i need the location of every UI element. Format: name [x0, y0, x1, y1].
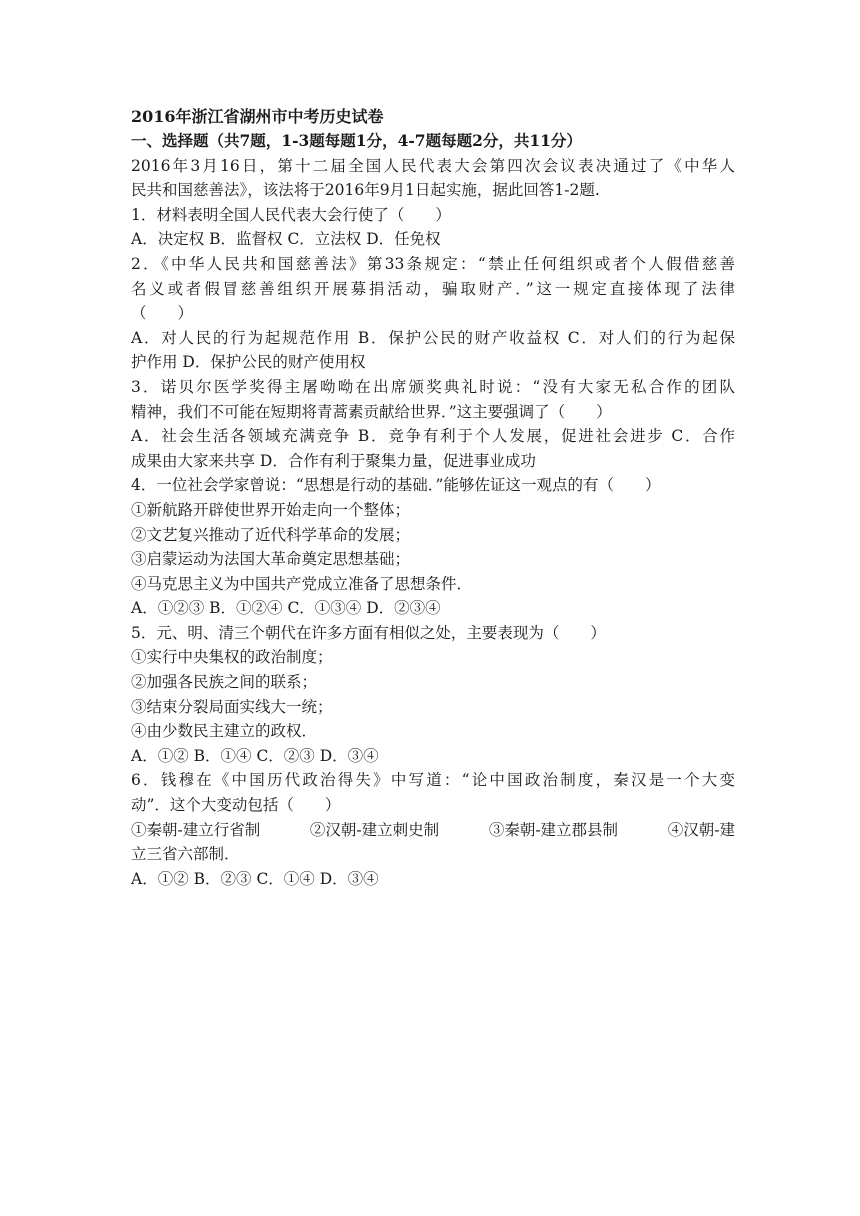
q5-item-4: ④由少数民主建立的政权．	[131, 722, 318, 741]
q6-stem-line-1: 6．钱穆在《中国历代政治得失》中写道：“论中国政治制度，秦汉是一个大变	[131, 771, 735, 790]
q5-stem: 5．元、明、清三个朝代在许多方面有相似之处，主要表现为（ ）	[131, 623, 606, 642]
q3-options-line-2: 成果由大家来共享 D．合作有利于聚集力量，促进事业成功	[131, 451, 536, 470]
q4-options: A．①②③ B．①②④ C．①③④ D．②③④	[131, 599, 441, 618]
q6-item-1: ①秦朝-建立行省制	[131, 820, 261, 839]
q6-item-2: ②汉朝-建立刺史制	[309, 820, 440, 839]
q6-item-3: ③秦朝-建立郡县制	[488, 820, 619, 839]
q4-item-4: ④马克思主义为中国共产党成立准备了思想条件．	[131, 574, 473, 593]
q6-stem-line-2: 动”．这个大变动包括（ ）	[131, 796, 341, 815]
q4-item-2: ②文艺复兴推动了近代科学革命的发展；	[131, 525, 411, 544]
q6-item-4: ④汉朝-建	[667, 820, 735, 839]
q4-stem: 4．一位社会学家曾说：“思想是行动的基础．”能够佐证这一观点的有（ ）	[131, 476, 661, 495]
q2-options-line-2: 护作用 D．保护公民的财产使用权	[131, 353, 366, 372]
section-heading: 一、选择题（共7题，1-3题每题1分，4-7题每题2分，共11分）	[131, 131, 582, 150]
q1-options: A．决定权 B．监督权 C．立法权 D．任免权	[131, 230, 441, 249]
q3-stem-line-1: 3．诺贝尔医学奖得主屠呦呦在出席颁奖典礼时说：“没有大家无私合作的团队	[131, 377, 735, 396]
exam-page	[131, 105, 735, 891]
q2-options-line-1: A．对人民的行为起规范作用 B．保护公民的财产收益权 C．对人们的行为起保	[131, 328, 735, 347]
q5-options: A．①② B．①④ C．②③ D．③④	[131, 746, 379, 765]
q6-items-row	[131, 818, 735, 843]
intro-line-1: 2016年3月16日，第十二届全国人民代表大会第四次会议表决通过了《中华人	[131, 156, 735, 175]
q5-item-1: ①实行中央集权的政治制度；	[131, 648, 333, 667]
q6-options: A．①② B．②③ C．①④ D．③④	[131, 869, 379, 888]
q4-item-1: ①新航路开辟使世界开始走向一个整体；	[131, 500, 411, 519]
q3-stem-line-2: 精神，我们不可能在短期将青蒿素贡献给世界．”这主要强调了（ ）	[131, 402, 612, 421]
q3-options-line-1: A．社会生活各领域充满竞争 B．竞争有利于个人发展，促进社会进步 C．合作	[131, 427, 735, 446]
q5-item-2: ②加强各民族之间的联系；	[131, 673, 318, 692]
q6-items-continued: 立三省六部制．	[131, 845, 240, 864]
q4-item-3: ③启蒙运动为法国大革命奠定思想基础；	[131, 550, 411, 569]
q2-stem-line-1: 2．《中华人民共和国慈善法》第33条规定：“禁止任何组织或者个人假借慈善	[131, 254, 735, 273]
q5-item-3: ③结束分裂局面实线大一统；	[131, 697, 333, 716]
q1-stem: 1．材料表明全国人民代表大会行使了（ ）	[131, 205, 451, 224]
exam-title: 2016年浙江省湖州市中考历史试卷	[131, 107, 384, 126]
intro-line-2: 民共和国慈善法》，该法将于2016年9月1日起实施，据此回答1-2题.	[131, 181, 600, 200]
q2-stem-line-2: 名义或者假冒慈善组织开展募捐活动，骗取财产．”这一规定直接体现了法律	[131, 279, 735, 298]
q2-stem-line-3: （ ）	[131, 304, 194, 323]
